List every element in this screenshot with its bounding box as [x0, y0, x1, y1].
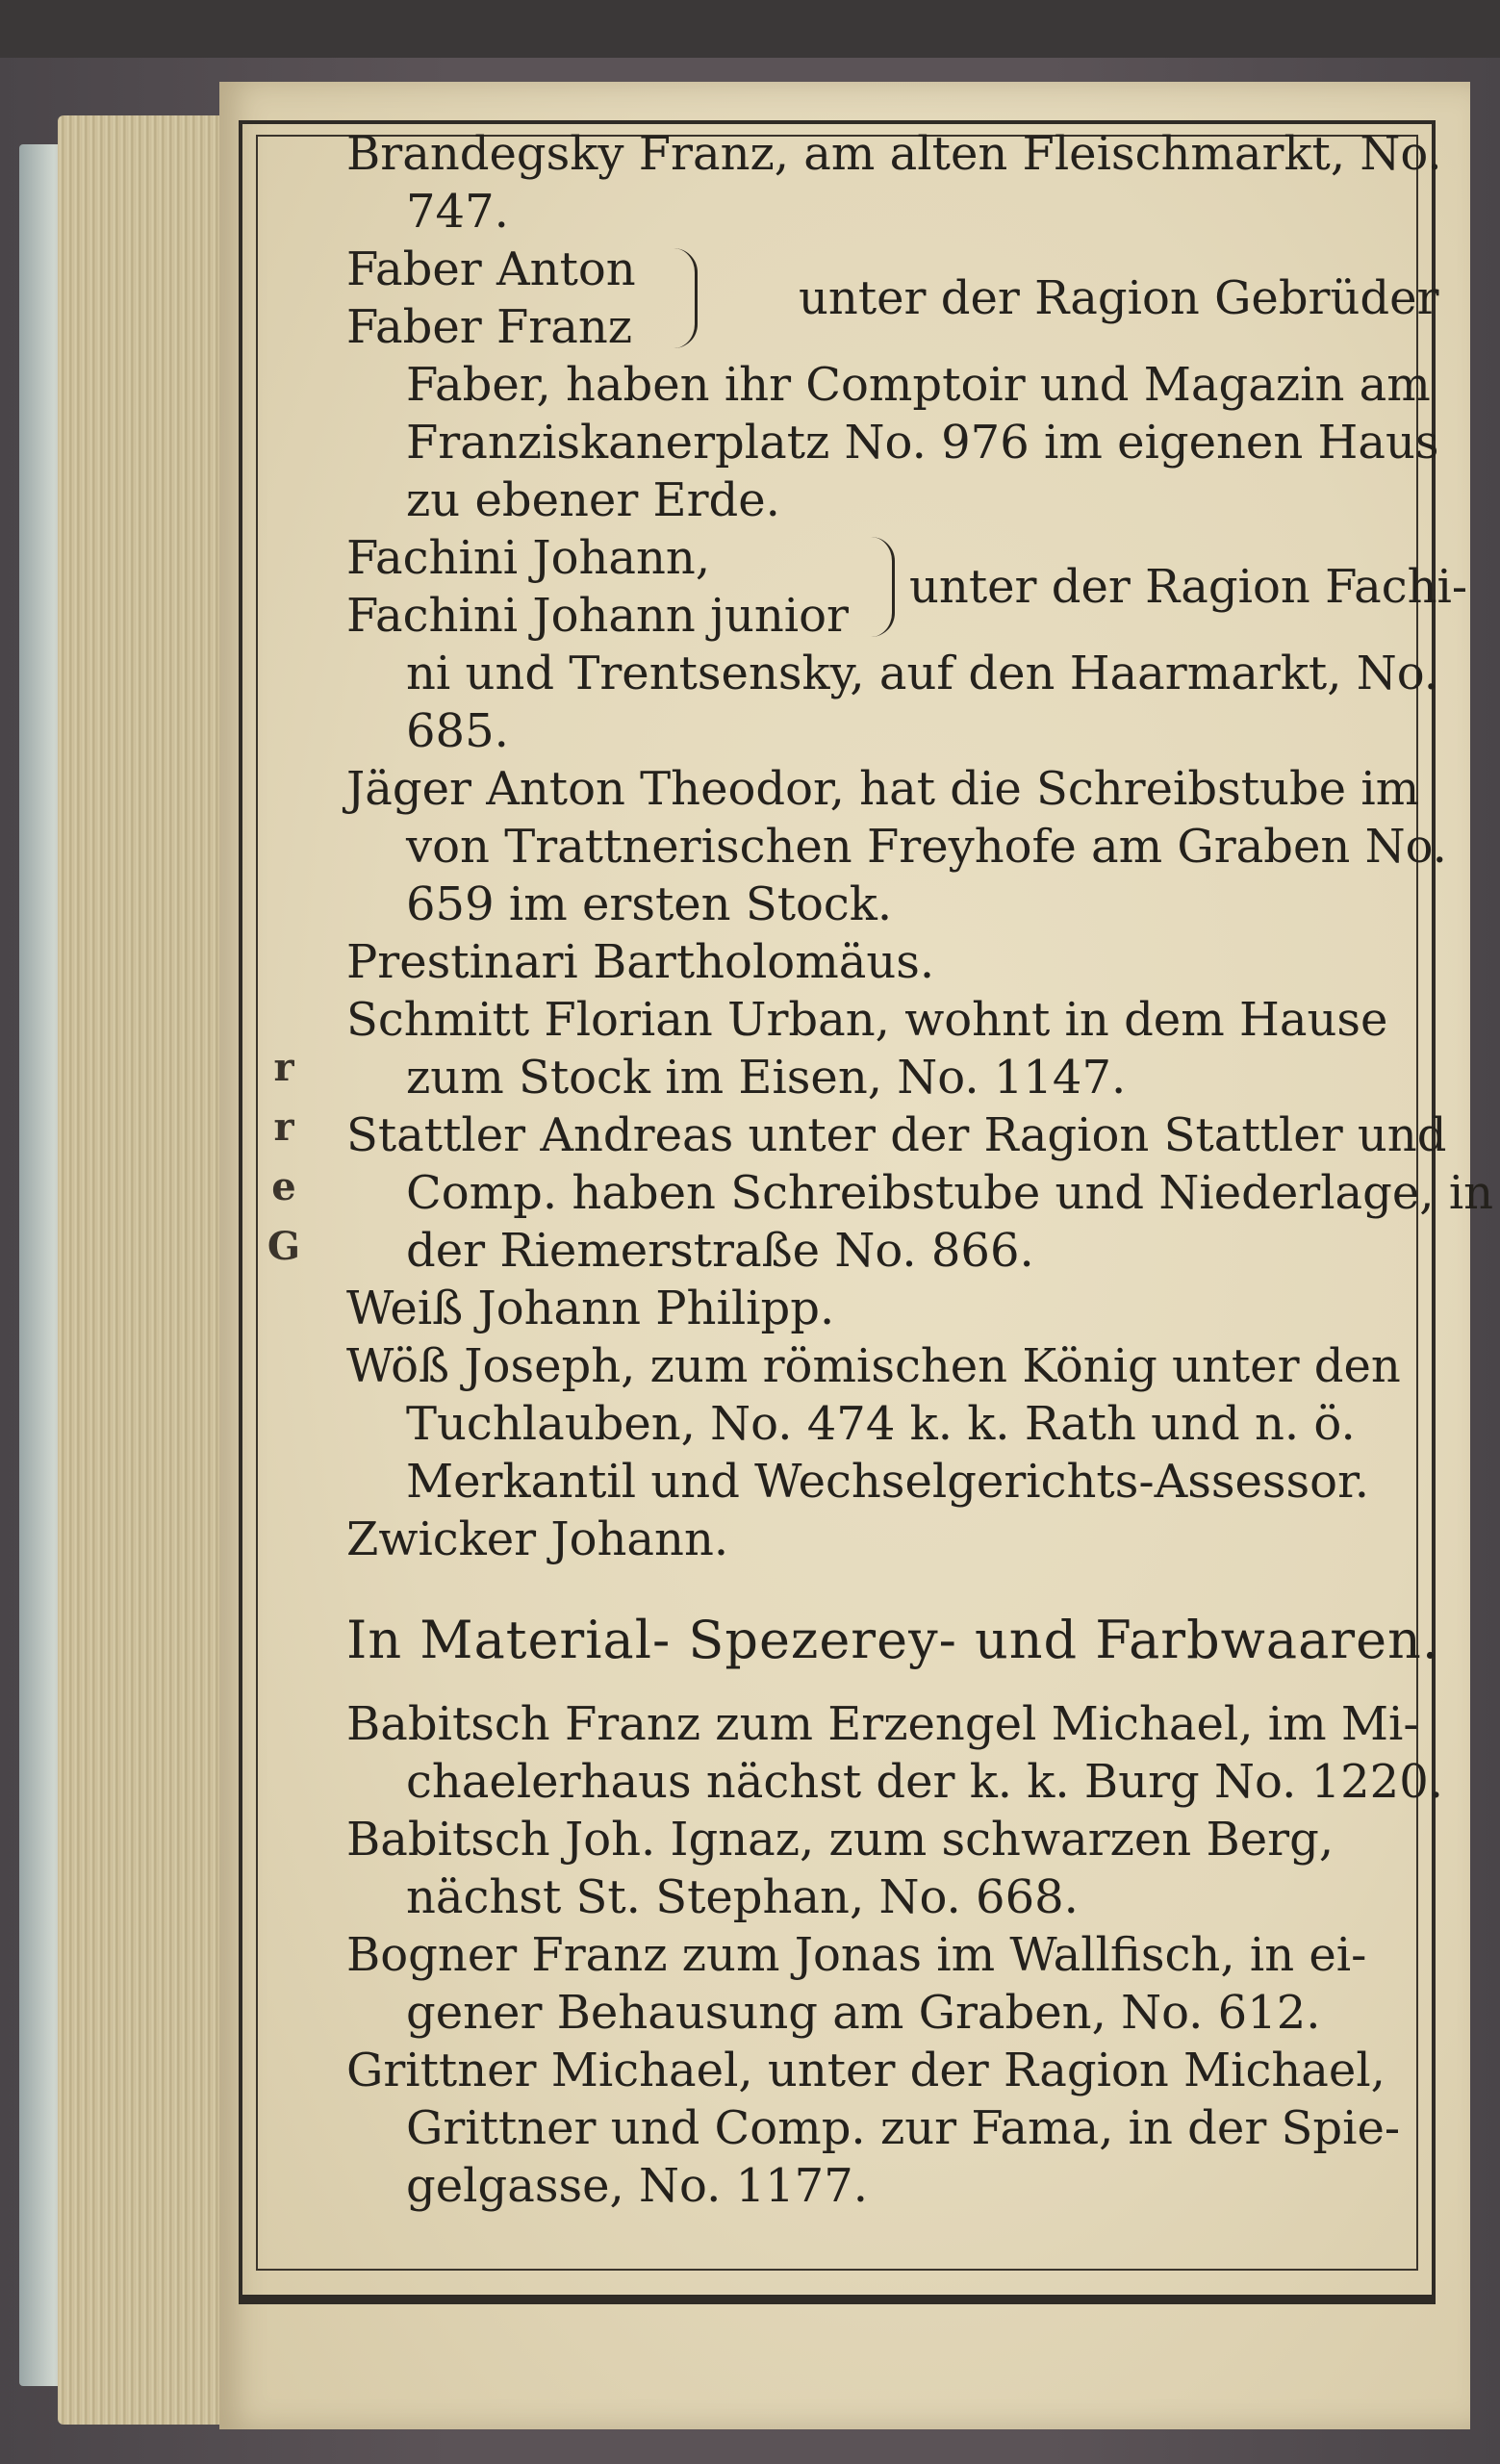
entry-line: Schmitt Florian Urban, wohnt in dem Hause: [346, 993, 1388, 1047]
entry-name: Faber Franz: [346, 300, 633, 354]
entry: [346, 125, 1442, 241]
entry-line: Merkantil und Wechselgerichts-Assessor.: [406, 1455, 1369, 1509]
entry: [346, 1280, 1434, 1337]
entry: [346, 1926, 1434, 2042]
brace-bracket: [674, 248, 698, 348]
entry: [346, 2042, 1434, 2215]
margin-tab-letters: [265, 1039, 303, 1278]
entry-name: Faber Anton: [346, 242, 636, 296]
entry-line: Bogner Franz zum Jonas im Wallfisch, in ei-: [346, 1928, 1367, 1982]
entry: [346, 1337, 1434, 1511]
entry-line: Zwicker Johann.: [346, 1512, 729, 1566]
entry-faber: [346, 241, 1439, 529]
entry-line: Weiß Johann Philipp.: [346, 1282, 835, 1335]
entry-line: von Trattnerischen Freyhofe am Graben No.: [406, 820, 1447, 874]
margin-letter: r: [273, 1105, 294, 1150]
brace-note: unter der Ragion Gebrüder: [799, 271, 1439, 325]
entry-line: Franziskanerplatz No. 976 im eigenen Haus: [406, 416, 1439, 470]
entry: [346, 1106, 1494, 1280]
entry: [346, 1811, 1434, 1926]
entry-line: Prestinari Bartholomäus.: [346, 935, 935, 989]
brace-names: [346, 529, 849, 645]
entry-line: 659 im ersten Stock.: [406, 877, 893, 931]
entry: [346, 933, 1434, 991]
margin-letter: r: [273, 1045, 294, 1090]
entry-line: Babitsch Joh. Ignaz, zum schwarzen Berg,: [346, 1813, 1335, 1867]
entry: [346, 760, 1447, 933]
entry-line: Grittner Michael, unter der Ragion Michael,: [346, 2044, 1386, 2097]
brace-note: unter der Ragion Fachi-: [909, 560, 1468, 614]
bottom-rule: [239, 2295, 1436, 2300]
entry-line: Brandegsky Franz, am alten Fleischmarkt, No.: [346, 127, 1442, 181]
page-text: [346, 125, 1494, 2215]
entry-line: ni und Trentsensky, auf den Haarmarkt, No.: [406, 647, 1439, 700]
entry-line: gelgasse, No. 1177.: [406, 2159, 868, 2213]
entry-name: Fachini Johann,: [346, 531, 711, 585]
brace-group: [346, 241, 1439, 356]
entry-line: Faber, haben ihr Comptoir und Magazin am: [406, 358, 1431, 412]
brace-group: [346, 529, 1468, 645]
entry-line: Comp. haben Schreibstube und Niederlage, in: [406, 1166, 1494, 1220]
entry-line: zu ebener Erde.: [406, 473, 780, 527]
entry: [346, 1695, 1444, 1811]
brace-bracket: [871, 537, 895, 637]
entry-line: Babitsch Franz zum Erzengel Michael, im Mi-: [346, 1697, 1419, 1751]
entry-line: Wöß Joseph, zum römischen König unter den: [346, 1339, 1401, 1393]
margin-letter: e: [271, 1164, 296, 1209]
entry-line: nächst St. Stephan, No. 668.: [406, 1870, 1079, 1924]
entry-fachini: [346, 529, 1468, 760]
entry-line: Tuchlauben, No. 474 k. k. Rath und n. ö.: [406, 1397, 1356, 1451]
entry-line: Stattler Andreas unter der Ragion Stattler und: [346, 1108, 1447, 1162]
entry-line: zum Stock im Eisen, No. 1147.: [406, 1051, 1127, 1105]
entry-line: Grittner und Comp. zur Fama, in der Spie-: [406, 2101, 1401, 2155]
entry-line: der Riemerstraße No. 866.: [406, 1224, 1034, 1278]
entry-line: 685.: [406, 704, 509, 758]
entry: [346, 991, 1434, 1106]
margin-letter: G: [267, 1224, 301, 1269]
entry-line: Jäger Anton Theodor, hat die Schreibstube im: [346, 762, 1420, 816]
section-heading: In Material- Spezerey- und Farbwaaren.: [346, 1610, 1439, 1670]
entry-line: gener Behausung am Graben, No. 612.: [406, 1986, 1321, 2040]
entry-line: 747.: [406, 185, 509, 239]
brace-names: [346, 241, 636, 356]
entry: [346, 1511, 1434, 1568]
entry-line: chaelerhaus nächst der k. k. Burg No. 1220.: [406, 1755, 1444, 1809]
entry-name: Fachini Johann junior: [346, 589, 849, 643]
